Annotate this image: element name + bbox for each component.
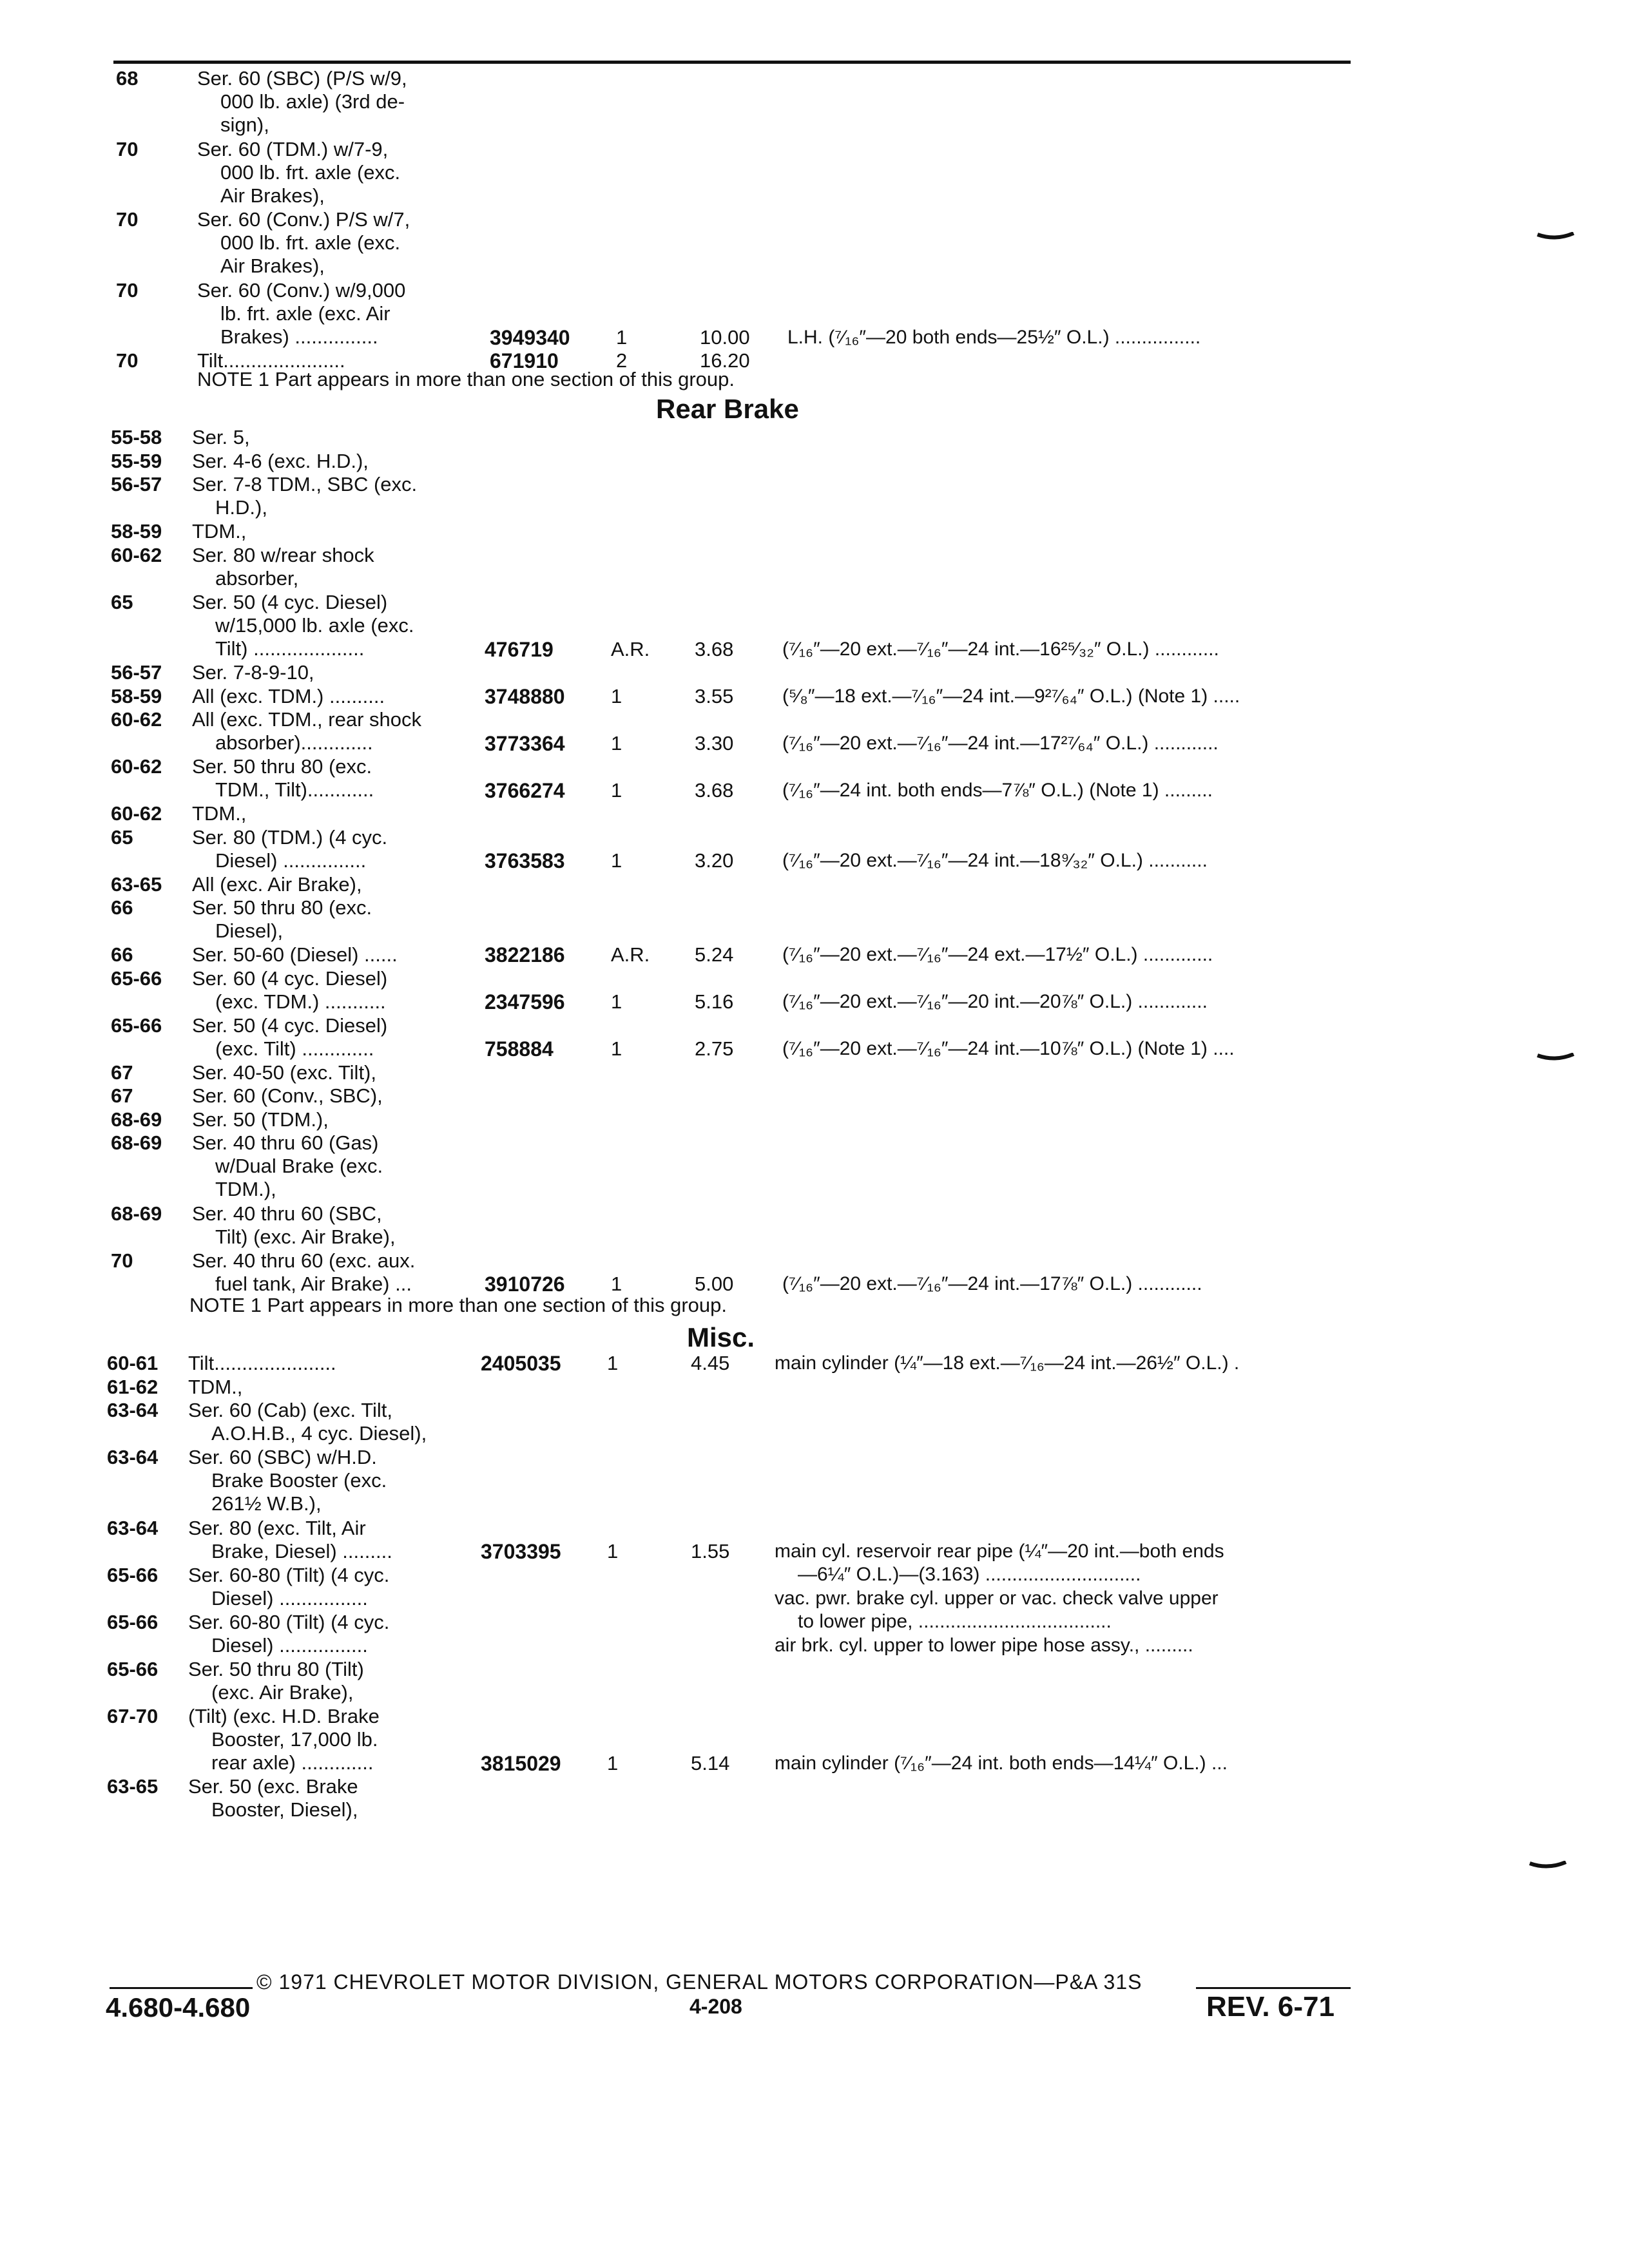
model-year: 65-66 (111, 966, 162, 990)
application-description (192, 1061, 376, 1084)
part-specification: (⁷⁄₁₆″—20 ext.—⁷⁄₁₆″—24 ext.—17½″ O.L.) ............. (782, 944, 1213, 965)
section-title-misc: Misc. (687, 1322, 755, 1352)
model-year: 67-70 (107, 1704, 159, 1727)
part-number: 3949340 (490, 325, 570, 349)
list-price: 5.14 (691, 1751, 730, 1774)
footer-rule-right (1196, 1987, 1351, 1989)
description-line: Ser. 5, (192, 426, 250, 448)
model-year: 60-62 (111, 543, 162, 566)
description-line: Ser. 60-80 (Tilt) (4 cyc. (188, 1610, 390, 1633)
application-description (192, 943, 398, 966)
description-line: TDM., (188, 1375, 243, 1398)
description-line: Ser. 80 w/rear shock (192, 543, 374, 566)
application-description (188, 1775, 358, 1821)
description-line: Ser. 4-6 (exc. H.D.), (192, 449, 369, 472)
application-description (188, 1399, 427, 1445)
application-description (192, 426, 250, 449)
model-year: 60-61 (107, 1352, 159, 1374)
description-line: Ser. 50 (4 cyc. Diesel) (192, 1014, 388, 1037)
application-description (192, 1014, 387, 1061)
specification-line: main cylinder (⁷⁄₁₆″—24 int. both ends—14¼″ O.L.) ... (775, 1752, 1228, 1774)
quantity: 1 (611, 1037, 622, 1060)
application-description (192, 826, 387, 872)
footer-rule-left (110, 1987, 253, 1989)
description-line: All (exc. TDM., rear shock (192, 708, 422, 731)
description-line: Ser. 50 (4 cyc. Diesel) (192, 590, 388, 613)
part-number: 3822186 (485, 943, 565, 966)
application-description (197, 67, 407, 137)
model-year: 65-66 (107, 1610, 159, 1633)
model-year: 58-59 (111, 520, 162, 543)
application-description (192, 544, 374, 590)
model-year: 63-64 (107, 1516, 159, 1539)
description-line: Ser. 50-60 (Diesel) ...... (192, 943, 398, 966)
model-year: 65-66 (107, 1563, 159, 1586)
model-year: 68 (116, 67, 139, 90)
description-line: TDM., (192, 802, 247, 825)
description-line: (Tilt) (exc. H.D. Brake (188, 1704, 380, 1727)
list-price: 5.24 (695, 943, 734, 966)
description-line: (exc. TDM.) ........... (215, 990, 386, 1013)
description-line: Tilt) (exc. Air Brake), (215, 1225, 396, 1248)
part-number: 671910 (490, 349, 559, 372)
specification-line: main cyl. reservoir rear pipe (¼″—20 int.—both ends (775, 1541, 1224, 1562)
list-price: 3.68 (695, 778, 734, 802)
quantity: 1 (611, 778, 622, 802)
application-description (188, 1705, 380, 1774)
part-number: 3766274 (485, 778, 565, 802)
copyright-line: © 1971 CHEVROLET MOTOR DIVISION, GENERAL MOTORS CORPORATION—P&A 31S (256, 1970, 1142, 1994)
description-line: TDM.), (215, 1178, 276, 1200)
description-line: Ser. 60 (SBC) w/H.D. (188, 1446, 377, 1468)
description-line: w/15,000 lb. axle (exc. (215, 613, 414, 637)
catalog-code: 4.680-4.680 (106, 1992, 251, 2023)
page-number: 4-208 (689, 1995, 742, 2018)
revision-label: REV. 6-71 (1206, 1991, 1335, 2023)
description-line: A.O.H.B., 4 cyc. Diesel), (211, 1422, 427, 1445)
application-description (192, 896, 372, 943)
description-line: Ser. 60 (Conv.) w/9,000 (197, 278, 406, 302)
description-line: Diesel) ................ (211, 1586, 368, 1610)
application-description (192, 708, 421, 754)
model-year: 60-62 (111, 708, 162, 731)
list-price: 3.55 (695, 684, 734, 707)
part-number: 476719 (485, 637, 554, 661)
description-line: Ser. 60 (Cab) (exc. Tilt, (188, 1399, 392, 1421)
model-year: 65-66 (107, 1657, 159, 1680)
model-year: 66 (111, 943, 133, 966)
model-year: 70 (116, 208, 139, 231)
quantity: 2 (616, 349, 628, 372)
description-line: Booster, Diesel), (211, 1798, 358, 1821)
description-line: Ser. 50 thru 80 (exc. (192, 896, 372, 919)
description-line: Ser. 7-8 TDM., SBC (exc. (192, 473, 418, 495)
list-price: 10.00 (700, 325, 750, 349)
application-description (192, 520, 246, 543)
part-number: 3773364 (485, 731, 565, 755)
part-specification (775, 1634, 1193, 1657)
model-year: 55-59 (111, 449, 162, 472)
description-line: rear axle) ............. (211, 1751, 374, 1774)
description-line: Ser. 60 (SBC) (P/S w/9, (197, 67, 407, 90)
margin-tick-mark (1536, 232, 1575, 241)
description-line: Booster, 17,000 lb. (211, 1727, 378, 1751)
part-specification (775, 1540, 1224, 1586)
specification-line: vac. pwr. brake cyl. upper or vac. check valve upper (775, 1588, 1219, 1609)
description-line: Ser. 40 thru 60 (Gas) (192, 1131, 379, 1154)
description-line: Brake, Diesel) ......... (211, 1539, 392, 1562)
description-line: 000 lb. axle) (3rd de- (220, 90, 405, 113)
application-description (188, 1564, 389, 1610)
application-description (188, 1658, 364, 1704)
model-year: 65-66 (111, 1014, 162, 1037)
part-specification (775, 1752, 1228, 1775)
quantity: 1 (611, 1273, 622, 1295)
quantity: A.R. (611, 637, 650, 660)
model-year: 68-69 (111, 1131, 162, 1154)
list-price: 3.30 (695, 731, 734, 754)
description-line: Ser. 60 (Conv.) P/S w/7, (197, 208, 410, 231)
application-description (192, 591, 414, 660)
description-line: H.D.), (215, 496, 267, 519)
model-year: 65 (111, 825, 133, 849)
model-year: 66 (111, 896, 133, 919)
description-line: Air Brakes), (220, 184, 325, 207)
model-year: 60-62 (111, 802, 162, 825)
specification-line: main cylinder (¼″—18 ext.—⁷⁄₁₆—24 int.—26½″ O.L.) . (775, 1352, 1240, 1374)
description-line: Brakes) ............... (220, 325, 378, 348)
description-line: Ser. 60 (TDM.) w/7-9, (197, 137, 389, 160)
part-number: 2405035 (481, 1352, 561, 1375)
application-description (192, 873, 362, 896)
model-year: 58-59 (111, 684, 162, 707)
model-year: 68-69 (111, 1108, 162, 1131)
application-description (192, 661, 314, 684)
part-number: 2347596 (485, 990, 565, 1014)
description-line: Diesel), (215, 919, 284, 942)
application-description (192, 685, 385, 708)
description-line: absorber)............. (215, 731, 373, 754)
part-specification: (⁷⁄₁₆″—20 ext.—⁷⁄₁₆″—24 int.—17²⁷⁄₆₄″ O.L.) ............ (782, 732, 1219, 754)
list-price: 4.45 (691, 1352, 730, 1374)
description-line: sign), (220, 113, 269, 136)
description-line: All (exc. Air Brake), (192, 872, 362, 896)
description-line: Ser. 50 thru 80 (Tilt) (188, 1657, 364, 1680)
application-description (197, 279, 405, 349)
application-description (192, 1131, 383, 1201)
description-line: Air Brakes), (220, 255, 325, 277)
specification-line: to lower pipe, .................................... (798, 1611, 1112, 1632)
description-line: 000 lb. frt. axle (exc. (220, 231, 401, 254)
description-line: Tilt...................... (188, 1352, 336, 1374)
specification-line: air brk. cyl. upper to lower pipe hose assy., ......... (775, 1635, 1193, 1656)
description-line: (exc. Air Brake), (211, 1680, 354, 1704)
description-line: 000 lb. frt. axle (exc. (220, 160, 401, 184)
model-year: 67 (111, 1061, 133, 1084)
application-description (188, 1376, 242, 1399)
application-description (192, 1249, 415, 1296)
model-year: 56-57 (111, 473, 162, 495)
description-line: 261½ W.B.), (211, 1492, 322, 1515)
model-year: 60-62 (111, 755, 162, 778)
part-number: 3763583 (485, 849, 565, 872)
model-year: 63-65 (111, 872, 162, 896)
list-price: 3.68 (695, 637, 734, 660)
part-specification: (⁵⁄₈″—18 ext.—⁷⁄₁₆″—24 int.—9²⁷⁄₆₄″ O.L.) (Note 1) ..... (782, 685, 1240, 707)
description-line: Tilt...................... (197, 349, 345, 372)
application-description (192, 473, 417, 519)
model-year: 63-64 (107, 1446, 159, 1468)
description-line: Ser. 60-80 (Tilt) (4 cyc. (188, 1563, 390, 1586)
top-rule (113, 61, 1351, 64)
list-price: 5.16 (695, 990, 734, 1013)
application-description (192, 450, 369, 473)
application-description (192, 967, 387, 1014)
description-line: Diesel) ................ (211, 1633, 368, 1657)
model-year: 68-69 (111, 1202, 162, 1225)
description-line: lb. frt. axle (exc. Air (220, 302, 390, 325)
model-year: 70 (116, 137, 139, 160)
part-specification: (⁷⁄₁₆″—20 ext.—⁷⁄₁₆″—24 int.—10⅞″ O.L.) (Note 1) .... (782, 1038, 1235, 1059)
description-line: Ser. 60 (Conv., SBC), (192, 1084, 383, 1107)
description-line: fuel tank, Air Brake) ... (215, 1272, 412, 1295)
description-line: Brake Booster (exc. (211, 1469, 387, 1492)
margin-tick-mark (1528, 1861, 1567, 1870)
model-year: 70 (111, 1249, 133, 1272)
description-line: Diesel) ............... (215, 849, 367, 872)
model-year: 61-62 (107, 1375, 159, 1398)
part-specification: L.H. (⁷⁄₁₆″—20 both ends—25½″ O.L.) ................ (787, 326, 1201, 348)
description-line: (exc. Tilt) ............. (215, 1037, 374, 1060)
part-specification: (⁷⁄₁₆″—24 int. both ends—7⅞″ O.L.) (Note 1) ......... (782, 779, 1213, 801)
part-specification: (⁷⁄₁₆″—20 ext.—⁷⁄₁₆″—24 int.—18⁹⁄₃₂″ O.L.) ........... (782, 850, 1208, 871)
model-year: 70 (116, 278, 139, 302)
list-price: 2.75 (695, 1037, 734, 1060)
section-note: NOTE 1 Part appears in more than one section of this group. (197, 367, 735, 390)
application-description (188, 1517, 392, 1563)
margin-tick-mark (1536, 1053, 1575, 1062)
list-price: 1.55 (691, 1540, 730, 1562)
application-description (188, 1611, 389, 1657)
application-description (192, 1084, 383, 1108)
quantity: 1 (611, 731, 622, 754)
quantity: 1 (611, 684, 622, 707)
description-line: Ser. 80 (exc. Tilt, Air (188, 1516, 366, 1539)
application-description (192, 755, 374, 802)
application-description (197, 208, 410, 278)
application-description (192, 802, 246, 825)
model-year: 55-58 (111, 426, 162, 448)
description-line: Ser. 50 (TDM.), (192, 1108, 329, 1131)
list-price: 5.00 (695, 1273, 734, 1295)
description-line: Tilt) .................... (215, 637, 365, 660)
application-description (192, 1202, 396, 1249)
part-specification: (⁷⁄₁₆″—20 ext.—⁷⁄₁₆″—24 int.—17⅞″ O.L.) ............ (782, 1273, 1202, 1294)
part-number: 758884 (485, 1037, 554, 1061)
quantity: 1 (616, 325, 628, 349)
application-description (188, 1446, 387, 1515)
quantity: A.R. (611, 943, 650, 966)
quantity: 1 (607, 1751, 619, 1774)
description-line: Ser. 7-8-9-10, (192, 661, 314, 684)
part-specification: (⁷⁄₁₆″—20 ext.—⁷⁄₁₆″—20 int.—20⅞″ O.L.) ............. (782, 991, 1208, 1012)
description-line: Ser. 50 thru 80 (exc. (192, 755, 372, 778)
part-specification (775, 1587, 1219, 1633)
description-line: Ser. 40-50 (exc. Tilt), (192, 1061, 376, 1084)
part-specification: (⁷⁄₁₆″—20 ext.—⁷⁄₁₆″—24 int.—16²⁵⁄₃₂″ O.L.) ............ (782, 638, 1219, 660)
part-number: 3703395 (481, 1540, 561, 1563)
model-year: 70 (116, 349, 139, 372)
quantity: 1 (607, 1540, 619, 1562)
description-line: Ser. 40 thru 60 (exc. aux. (192, 1249, 416, 1272)
model-year: 67 (111, 1084, 133, 1107)
description-line: absorber, (215, 566, 299, 590)
model-year: 63-64 (107, 1399, 159, 1421)
model-year: 65 (111, 590, 133, 613)
specification-line: —6¼″ O.L.)—(3.163) ............................. (798, 1564, 1141, 1585)
description-line: Ser. 80 (TDM.) (4 cyc. (192, 825, 388, 849)
part-number: 3748880 (485, 684, 565, 708)
quantity: 1 (607, 1352, 619, 1374)
section-note: NOTE 1 Part appears in more than one section of this group. (189, 1293, 728, 1316)
quantity: 1 (611, 849, 622, 872)
description-line: All (exc. TDM.) .......... (192, 684, 385, 707)
model-year: 63-65 (107, 1775, 159, 1798)
part-specification (775, 1352, 1239, 1375)
description-line: Ser. 50 (exc. Brake (188, 1775, 358, 1798)
list-price: 16.20 (700, 349, 750, 372)
model-year: 56-57 (111, 661, 162, 684)
part-number: 3815029 (481, 1751, 561, 1775)
quantity: 1 (611, 990, 622, 1013)
part-number: 3910726 (485, 1273, 565, 1296)
application-description (197, 138, 400, 207)
description-line: Ser. 40 thru 60 (SBC, (192, 1202, 382, 1225)
description-line: TDM., (192, 520, 247, 543)
application-description (188, 1352, 336, 1375)
description-line: TDM., Tilt)............ (215, 778, 374, 801)
application-description (192, 1108, 329, 1131)
description-line: w/Dual Brake (exc. (215, 1155, 383, 1177)
section-title-rear-brake: Rear Brake (656, 394, 799, 424)
description-line: Ser. 60 (4 cyc. Diesel) (192, 966, 388, 990)
list-price: 3.20 (695, 849, 734, 872)
